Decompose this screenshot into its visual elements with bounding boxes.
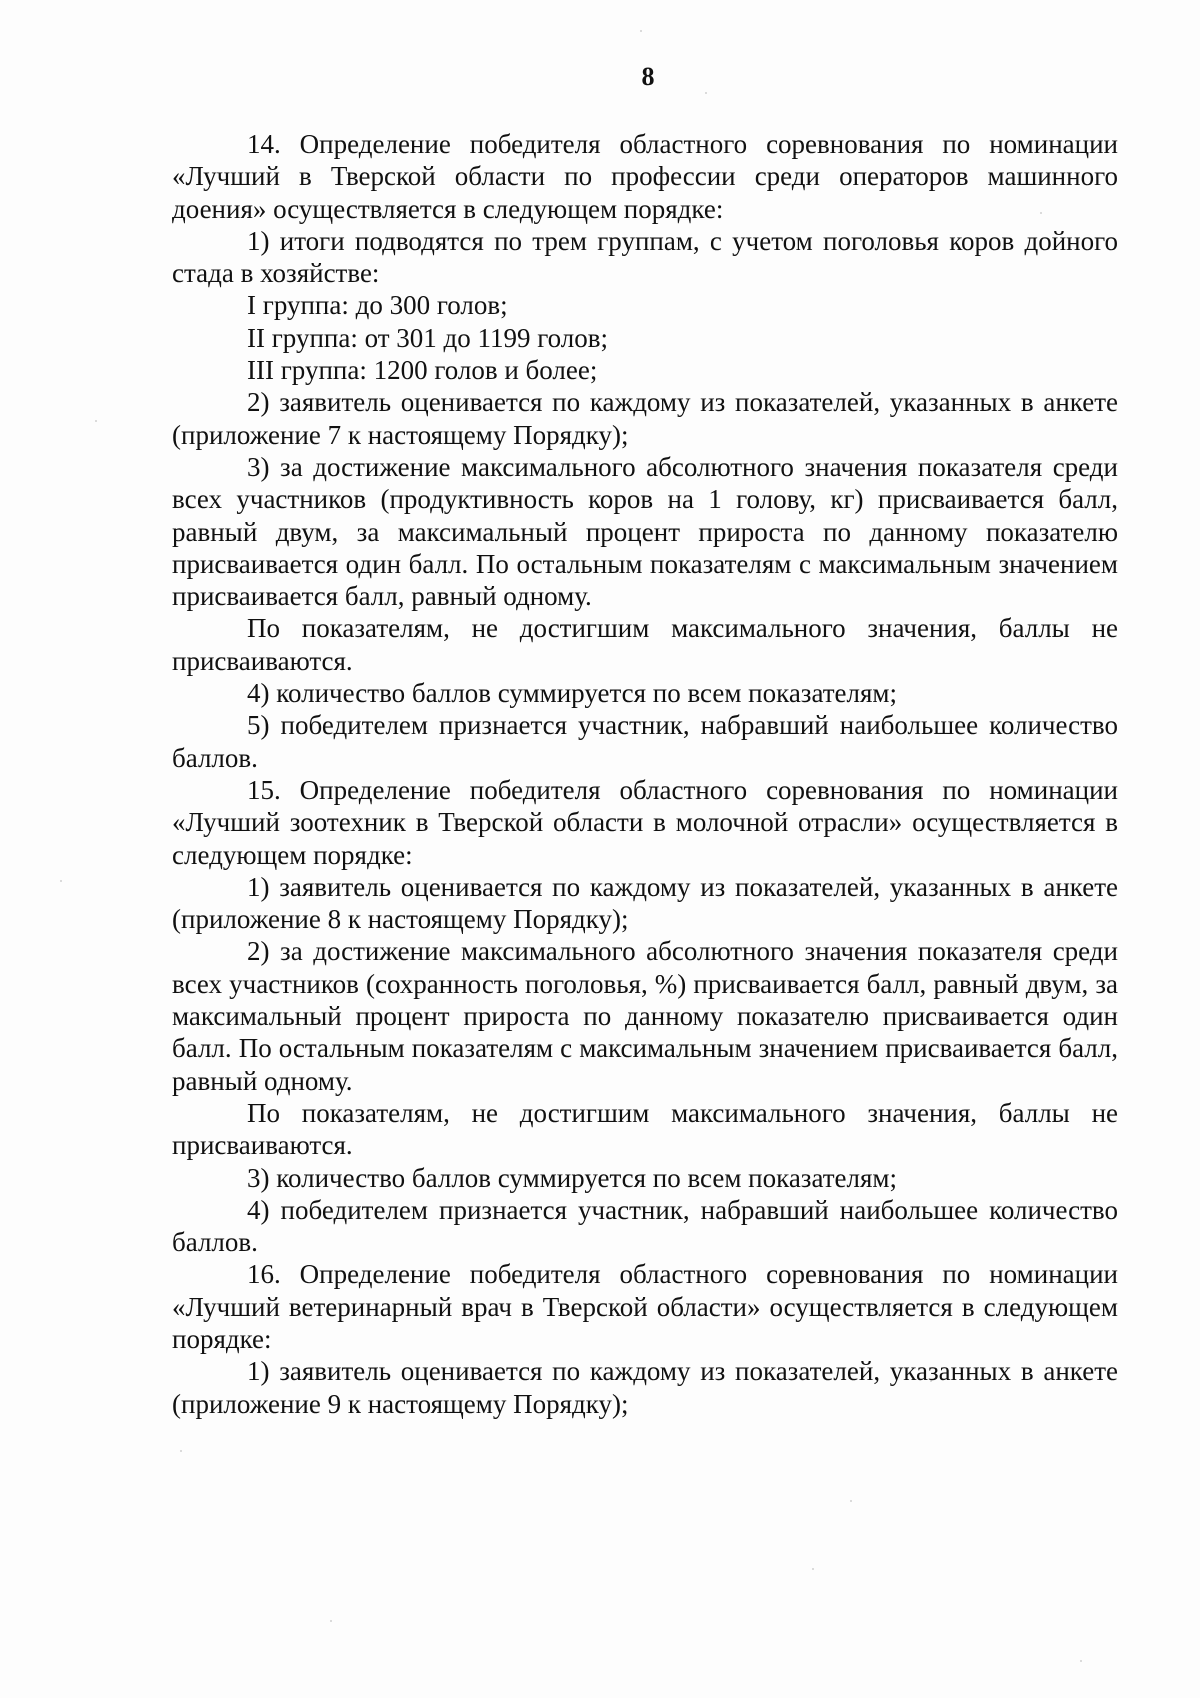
scan-speck: [330, 1620, 332, 1622]
scan-speck: [1080, 1660, 1082, 1662]
paragraph: 14. Определение победителя областного соревнования по номинации «Лучший в Тверской области по профессии среди операторов машинного доения» осуществляется в следующем порядке:: [172, 129, 1118, 224]
paragraph: 4) победителем признается участник, набравший наибольшее количество баллов.: [172, 1194, 1118, 1258]
scan-speck: [705, 92, 707, 94]
paragraph: По показателям, не достигшим максимального значения, баллы не присваиваются.: [172, 613, 1118, 676]
scan-speck: [180, 1450, 182, 1452]
scan-speck: [930, 1380, 932, 1382]
paragraph: 3) за достижение максимального абсолютного значения показателя среди всех участников (продуктивность коров на 1 голову, кг) присваивается балл, равный двум, за максимальный процент прироста по данному показателю присваивается один балл. По остальным показателям с максимальным значением присваивается балл, равный одному.: [172, 451, 1118, 612]
scan-speck: [1110, 560, 1112, 562]
paragraph: 1) итоги подводятся по трем группам, с учетом поголовья коров дойного стада в хозяйстве:: [172, 225, 1118, 289]
paragraph: 3) количество баллов суммируется по всем показателям;: [247, 1162, 898, 1193]
paragraph: 2) за достижение максимального абсолютного значения показателя среди всех участников (сохранность поголовья, %) присваивается балл, равный двум, за максимальный процент прироста по данному показателю присваивается один балл. По остальным показателям с максимальным значением присваивается балл, равный одному.: [172, 936, 1118, 1096]
paragraph: 15. Определение победителя областного соревнования по номинации «Лучший зоотехник в Тверской области в молочной отрасли» осуществляется в следующем порядке:: [172, 774, 1118, 870]
paragraph: 2) заявитель оценивается по каждому из показателей, указанных в анкете (приложение 7 к настоящему Порядку);: [172, 387, 1118, 450]
paragraph: II группа: от 301 до 1199 голов;: [247, 322, 609, 353]
scan-speck: [1040, 212, 1042, 214]
paragraph: 16. Определение победителя областного соревнования по номинации «Лучший ветеринарный врач в Тверской области» осуществляется в следующем порядке:: [172, 1259, 1118, 1354]
scan-speck: [60, 880, 62, 882]
paragraph: 4) количество баллов суммируется по всем показателям;: [247, 678, 898, 709]
paragraph: По показателям, не достигшим максимального значения, баллы не присваиваются.: [172, 1097, 1118, 1161]
scan-speck: [95, 420, 97, 422]
scan-speck: [812, 1568, 814, 1570]
paragraph: 1) заявитель оценивается по каждому из показателей, указанных в анкете (приложение 9 к настоящему Порядку);: [172, 1356, 1118, 1419]
paragraph: 5) победителем признается участник, набравший наибольшее количество баллов.: [172, 710, 1118, 773]
document-body: [172, 128, 1118, 1420]
scan-speck: [850, 1500, 852, 1502]
paragraph: III группа: 1200 голов и более;: [247, 355, 598, 386]
paragraph: 1) заявитель оценивается по каждому из показателей, указанных в анкете (приложение 8 к настоящему Порядку);: [172, 871, 1118, 935]
paragraph: I группа: до 300 голов;: [247, 290, 508, 321]
scan-speck: [640, 30, 642, 32]
page-number: 8: [641, 62, 655, 91]
